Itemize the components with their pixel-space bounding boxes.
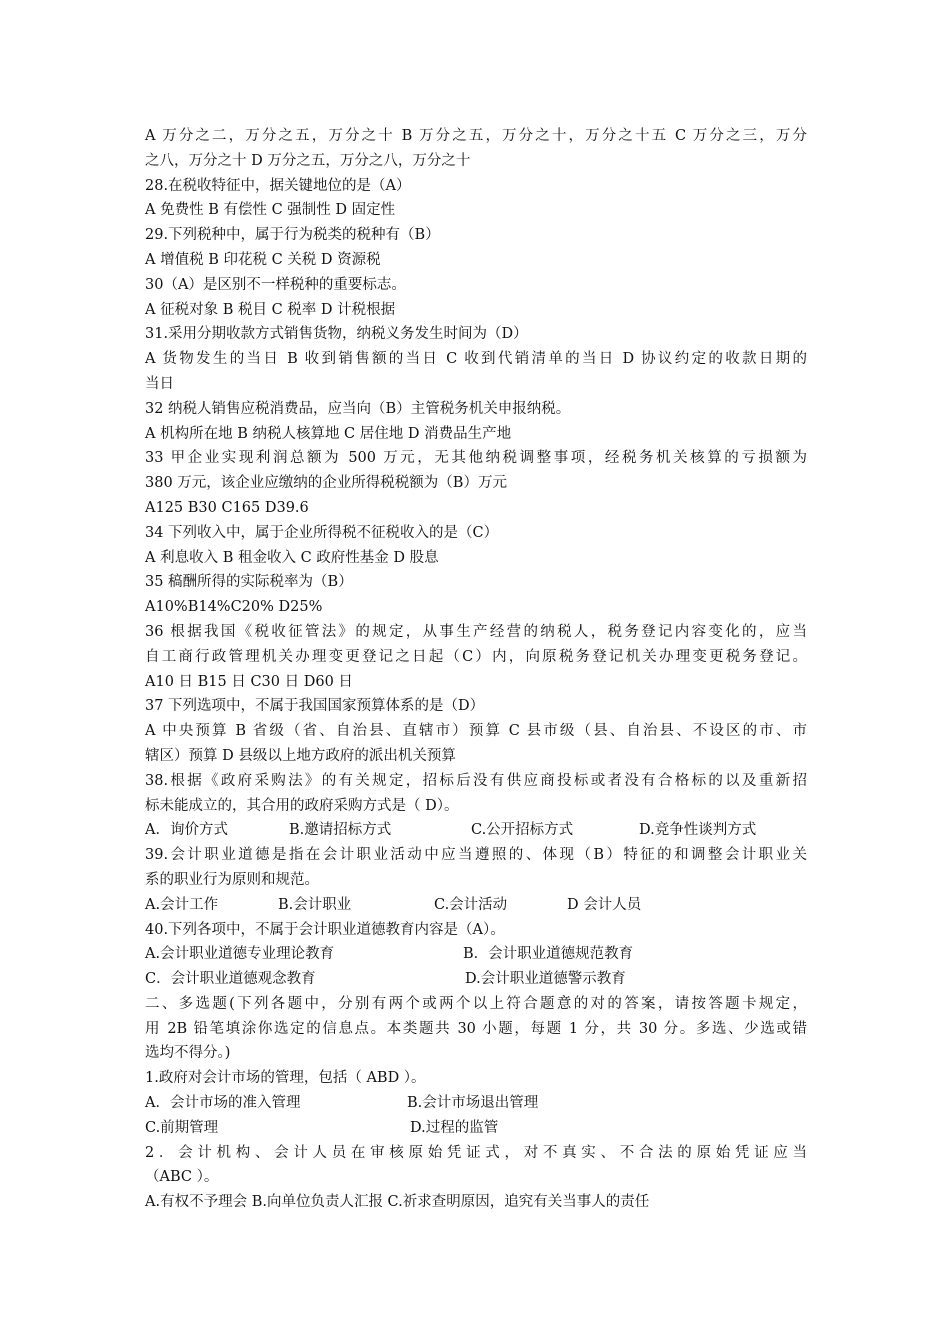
question-40-options-row2 — [145, 967, 807, 992]
text-line: 380 万元，该企业应缴纳的企业所得税税额为（B）万元 — [145, 475, 507, 492]
option-d: D.过程的监管 — [410, 1119, 499, 1136]
multi-question-2: 2．会计机构、会计人员在审核原始凭证式，对不真实、不合法的原始凭证应当 — [145, 1144, 807, 1161]
question-37: 37 下列选项中，不属于我国国家预算体系的是（D） — [145, 698, 485, 715]
text-line: 辖区）预算 D 县级以上地方政府的派出机关预算 — [145, 747, 456, 764]
question-33-options: A125 B30 C165 D39.6 — [145, 499, 309, 516]
multi-question-1-options-row1 — [145, 1091, 807, 1116]
question-36: 36 根据我国《税收征管法》的规定，从事生产经营的纳税人，税务登记内容变化的，应当 — [145, 623, 807, 640]
question-31-options: A 货物发生的当日 B 收到销售额的当日 C 收到代销清单的当日 D 协议约定的收款日期的 — [145, 351, 807, 368]
option-b: B.会计市场退出管理 — [407, 1095, 539, 1112]
option-d: D.会计职业道德警示教育 — [465, 971, 626, 988]
question-36-options: A10 日 B15 日 C30 日 D60 日 — [145, 673, 353, 690]
question-30-options: A 征税对象 B 税目 C 税率 D 计税根据 — [145, 301, 396, 318]
question-37-options: A 中央预算 B 省级（省、自治县、直辖市）预算 C 县市级（县、自治县、不设区的市、市 — [145, 723, 807, 740]
question-28-options: A 免费性 B 有偿性 C 强制性 D 固定性 — [145, 202, 396, 219]
option-c: C.前期管理 — [145, 1119, 219, 1136]
question-40-options-row1 — [145, 942, 807, 967]
option-d: D.竞争性谈判方式 — [639, 822, 757, 839]
option-b: B.会计职业 — [278, 896, 352, 913]
option-a: A.会计工作 — [145, 896, 219, 913]
text-line: 当日 — [145, 375, 174, 392]
question-32-options: A 机构所在地 B 纳税人核算地 C 居住地 D 消费品生产地 — [145, 425, 512, 442]
option-b: B．会计职业道德规范教育 — [463, 946, 634, 963]
question-30: 30（A）是区别不一样税种的重要标志。 — [145, 276, 406, 293]
option-c: C.公开招标方式 — [471, 822, 574, 839]
question-40: 40.下列各项中，不属于会计职业道德教育内容是（A）。 — [145, 921, 505, 938]
question-39-options — [145, 893, 807, 918]
text-line: 系的职业行为原则和规范。 — [145, 871, 319, 888]
multi-question-2-options: A.有权不予理会 B.向单位负责人汇报 C.祈求查明原因，追究有关当事人的责任 — [145, 1194, 650, 1211]
text-line: 用 2B 铅笔填涂你选定的信息点。本类题共 30 小题，每题 1 分，共 30 分。多选、少选或错 — [145, 1020, 807, 1037]
text-line: 自工商行政管理机关办理变更登记之日起（C）内，向原税务登记机关办理变更税务登记。 — [145, 648, 807, 665]
text-line: A 万分之二，万分之五，万分之十 B 万分之五，万分之十，万分之十五 C 万分之三，万分 — [145, 128, 807, 144]
option-d: D 会计人员 — [567, 896, 642, 913]
document-body — [145, 124, 807, 1215]
option-a: A．询价方式 — [145, 822, 228, 839]
question-34: 34 下列收入中，属于企业所得税不征税收入的是（C） — [145, 524, 499, 541]
option-c: C．会计职业道德观念教育 — [145, 971, 316, 988]
question-29-options: A 增值税 B 印花税 C 关税 D 资源税 — [145, 251, 381, 268]
multi-question-1-options-row2 — [145, 1116, 807, 1141]
question-34-options: A 利息收入 B 租金收入 C 政府性基金 D 股息 — [145, 549, 439, 566]
text-line: 选均不得分。) — [145, 1045, 231, 1062]
question-32: 32 纳税人销售应税消费品，应当向（B）主管税务机关申报纳税。 — [145, 400, 571, 417]
option-b: B.邀请招标方式 — [289, 822, 392, 839]
text-line: 之八，万分之十 D 万分之五，万分之八，万分之十 — [145, 152, 471, 169]
text-line: （ABC ）。 — [145, 1169, 219, 1186]
option-a: A.会计职业道德专业理论教育 — [145, 946, 335, 963]
question-35: 35 稿酬所得的实际税率为（B） — [145, 574, 353, 591]
multi-question-1: 1.政府对会计市场的管理，包括（ ABD ）。 — [145, 1070, 426, 1087]
question-35-options: A10%B14%C20% D25% — [145, 599, 323, 616]
question-33: 33 甲企业实现利润总额为 500 万元，无其他纳税调整事项，经税务机关核算的亏损额为 — [145, 450, 807, 467]
option-a: A．会计市场的准入管理 — [145, 1095, 301, 1112]
question-38: 38.根据《政府采购法》的有关规定，招标后没有供应商投标或者没有合格标的以及重新招 — [145, 772, 807, 789]
text-line: 标未能成立的，其合用的政府采购方式是（ D）。 — [145, 797, 459, 814]
option-c: C.会计活动 — [434, 896, 508, 913]
question-31: 31.采用分期收款方式销售货物，纳税义务发生时间为（D） — [145, 326, 528, 343]
question-39: 39.会计职业道德是指在会计职业活动中应当遵照的、体现（B）特征的和调整会计职业关 — [145, 847, 807, 864]
section-heading: 二、多选题(下列各题中，分别有两个或两个以上符合题意的对的答案，请按答题卡规定， — [145, 995, 807, 1012]
question-38-options — [145, 818, 807, 843]
question-29: 29.下列税种中，属于行为税类的税种有（B） — [145, 227, 440, 244]
question-28: 28.在税收特征中，据关键地位的是（A） — [145, 177, 411, 194]
